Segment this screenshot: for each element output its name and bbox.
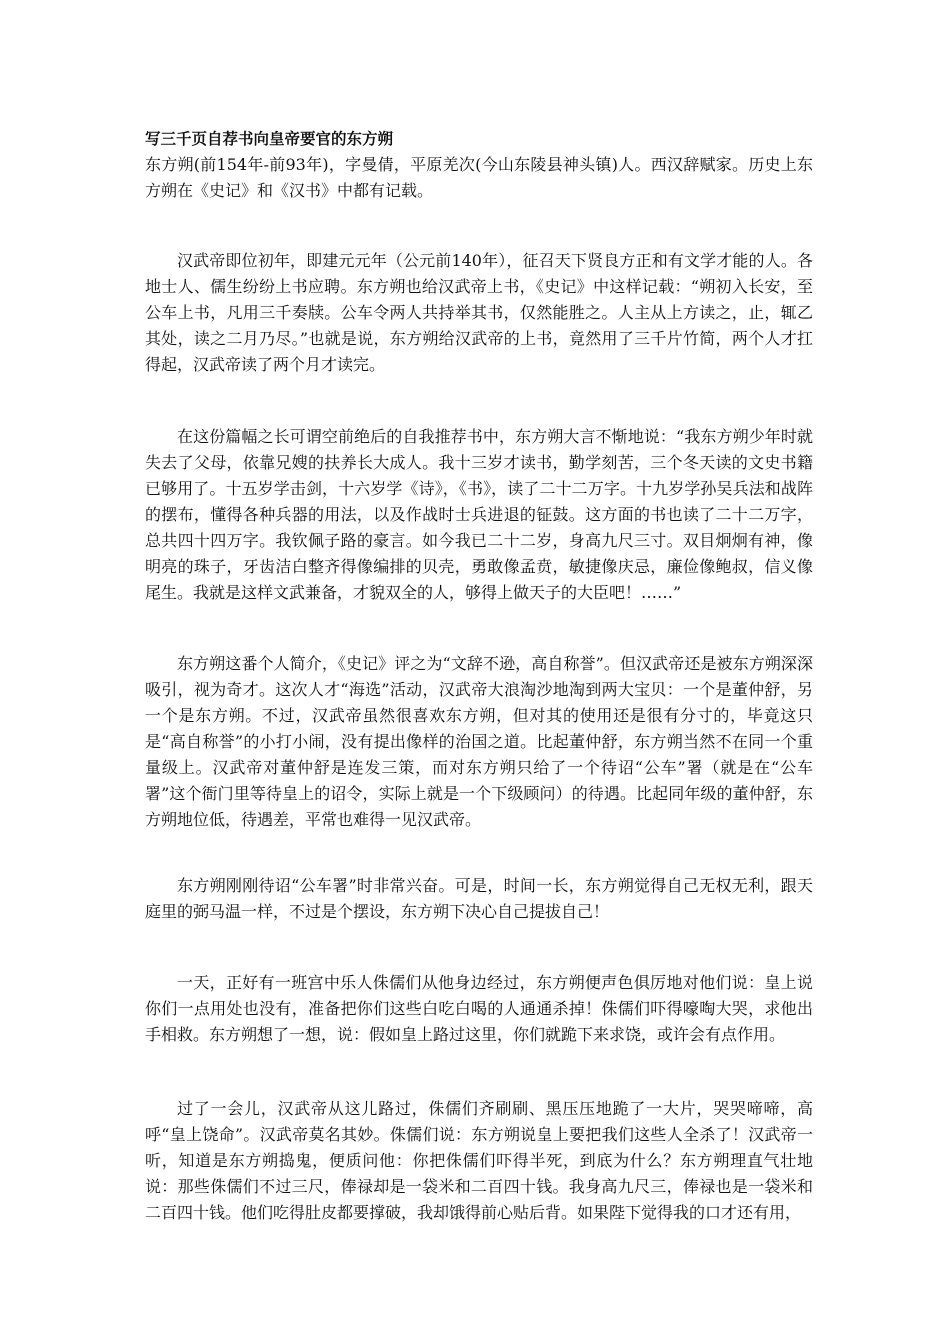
body-paragraph: 一天，正好有一班宫中乐人侏儒们从他身边经过，东方朔便声色俱厉地对他们说：皇上说你们一点用处也没有，准备把你们这些白吃白喝的人通通杀掉！侏儒们吓得嚎啕大哭，求他出手相救。东方朔想了一想，说：假如皇上路过这里，你们就跪下来求饶，或许会有点作用。 <box>145 973 813 1044</box>
body-paragraph: 汉武帝即位初年，即建元元年（公元前140年），征召天下贤良方正和有文学才能的人。各地士人、儒生纷纷上书应聘。东方朔也给汉武帝上书，《史记》中这样记载：“朔初入长安，至公车上书，凡用三千奏牍。公车令两人共持举其书，仅然能胜之。人主从上方读之，止，辄乙其处，读之二月乃尽。”也就是说，东方朔给汉武帝的上书，竟然用了三千片竹简，两个人才扛得起，汉武帝读了两个月才读完。 <box>145 251 813 374</box>
body-paragraph: 过了一会儿，汉武帝从这儿路过，侏儒们齐刷刷、黑压压地跪了一大片，哭哭啼啼，高呼“皇上饶命”。汉武帝莫名其妙。侏儒们说：东方朔说皇上要把我们这些人全杀了！汉武帝一听，知道是东方朔捣鬼，便质问他：你把侏儒们吓得半死，到底为什么？东方朔理直气壮地说：那些侏儒们不过三尺，俸禄却是一袋米和二百四十钱。我身高九尺三，俸禄也是一袋米和二百四十钱。他们吃得肚皮都要撑破，我却饿得前心贴后背。如果陛下觉得我的口才还有用， <box>145 1099 813 1222</box>
body-paragraph: 东方朔这番个人简介，《史记》评之为“文辞不逊，高自称誉”。但汉武帝还是被东方朔深深吸引，视为奇才。这次人才“海选”活动，汉武帝大浪淘沙地淘到两大宝贝：一个是董仲舒，另一个是东方朔。不过，汉武帝虽然很喜欢东方朔，但对其的使用还是很有分寸的，毕竟这只是“高自称誉”的小打小闹，没有提出像样的治国之道。比起董仲舒，东方朔当然不在同一个重量级上。汉武帝对董仲舒是连发三策，而对东方朔只给了一个待诏“公车”署（就是在“公车署”这个衙门里等待皇上的诏令，实际上就是一个下级顾问）的待遇。比起同年级的董仲舒，东方朔地位低，待遇差，平常也难得一见汉武帝。 <box>145 654 813 829</box>
intro-paragraph: 东方朔(前154年-前93年)，字曼倩，平原羌次(今山东陵县神头镇)人。西汉辞赋家。历史上东方朔在《史记》和《汉书》中都有记载。 <box>145 155 813 200</box>
body-paragraph: 东方朔刚刚待诏“公车署”时非常兴奋。可是，时间一长，东方朔觉得自己无权无利，跟天庭里的弼马温一样，不过是个摆设，东方朔下决心自己提拔自己！ <box>145 876 813 921</box>
body-paragraph: 在这份篇幅之长可谓空前绝后的自我推荐书中，东方朔大言不惭地说：“我东方朔少年时就失去了父母，依靠兄嫂的扶养长大成人。我十三岁才读书，勤学刻苦，三个冬天读的文史书籍已够用了。十五岁学击剑，十六岁学《诗》，《书》，读了二十二万字。十九岁学孙吴兵法和战阵的摆布，懂得各种兵器的用法，以及作战时士兵进退的钲鼓。这方面的书也读了二十二万字，总共四十四万字。我钦佩子路的豪言。如今我已二十二岁，身高九尺三寸。双目炯炯有神，像明亮的珠子，牙齿洁白整齐得像编排的贝壳，勇敢像孟贲，敏捷像庆忌，廉俭像鲍叔，信义像尾生。我就是这样文武兼备，才貌双全的人，够得上做天子的大臣吧！……” <box>145 427 813 602</box>
page-title: 写三千页自荐书向皇帝要官的东方朔 <box>145 130 394 148</box>
